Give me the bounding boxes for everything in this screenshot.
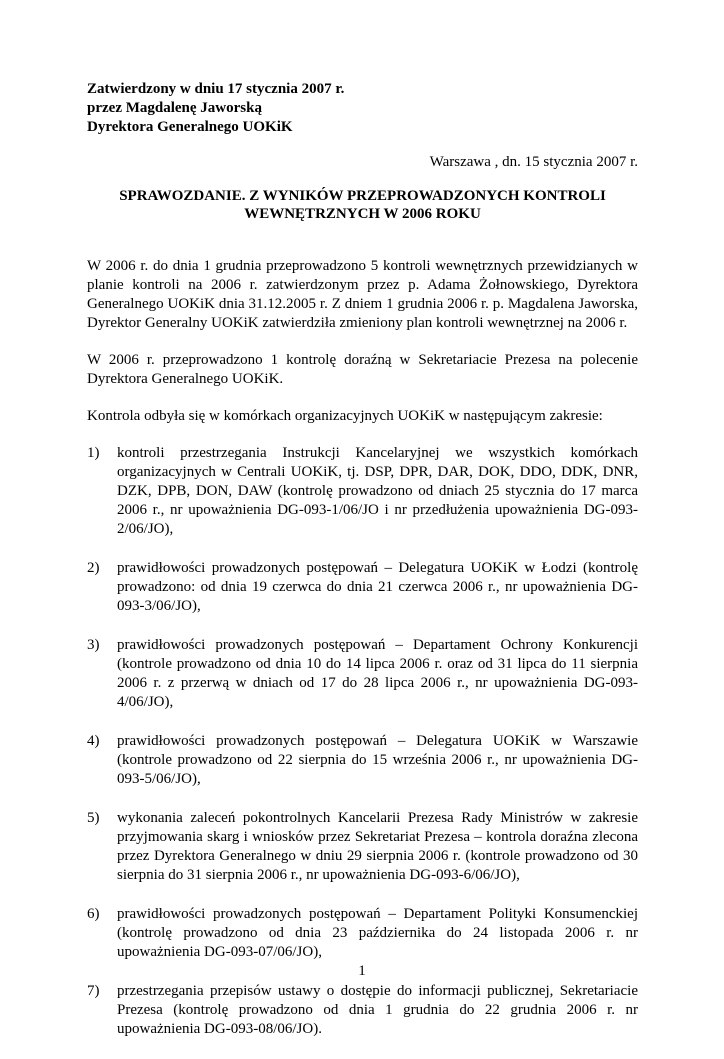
list-item-number: 7) <box>87 983 100 999</box>
paragraph-2: W 2006 r. przeprowadzono 1 kontrolę doraźną w Sekretariacie Prezesa na polecenie Dyrektora Generalnego UOKiK. <box>87 352 638 387</box>
paragraph-1: W 2006 r. do dnia 1 grudnia przeprowadzono 5 kontroli wewnętrznych przewidzianych w planie kontroli na 2006 r. zatwierdzonym przez p. Adama Żołnowskiego, Dyrektora Generalnego UOKiK dnia 31.12.2005 r. Z dniem 1 grudnia 2006 r. p. Magdalena Jaworska, Dyrektor Generalny UOKiK zatwierdziła zmieniony plan kontroli wewnętrznej na 2006 r. <box>87 258 638 331</box>
document-date: Warszawa , dn. 15 stycznia 2007 r. <box>429 154 638 170</box>
list-item-text: prawidłowości prowadzonych postępowań – Delegatura UOKiK w Warszawie (kontrole prowadzono od 22 sierpnia do 15 września 2006 r., nr upoważnienia DG-093-5/06/JO), <box>117 733 638 787</box>
list-item <box>87 809 638 885</box>
document-title <box>87 187 638 223</box>
list-item-text: wykonania zaleceń pokontrolnych Kancelarii Prezesa Rady Ministrów w zakresie przyjmowania skarg i wniosków przez Sekretariat Prezesa – kontrola doraźna zlecona przez Dyrektora Generalnego w dniu 29 sierpnia 2006 r. (kontrole prowadzono od 30 sierpnia do 31 sierpnia 2006 r., nr upoważnienia DG-093-6/06/JO), <box>117 810 638 883</box>
list-item <box>87 444 638 539</box>
list-item <box>87 559 638 616</box>
list-item-text: przestrzegania przepisów ustawy o dostępie do informacji publicznej, Sekretariacie Prezesa (kontrolę prowadzono od dnia 1 grudnia do 22 grudnia 2006 r. nr upoważnienia DG-093-08/06/JO). <box>117 983 638 1037</box>
page-number: 1 <box>358 963 366 979</box>
document-page <box>87 80 638 1059</box>
title-line-2: WEWNĘTRZNYCH W 2006 ROKU <box>244 206 481 222</box>
approval-line-3: Dyrektora Generalnego UOKiK <box>87 119 293 135</box>
list-item <box>87 636 638 712</box>
list-item-number: 1) <box>87 445 100 461</box>
list-item-number: 4) <box>87 733 100 749</box>
list-item-text: kontroli przestrzegania Instrukcji Kancelaryjnej we wszystkich komórkach organizacyjnych w Centrali UOKiK, tj. DSP, DPR, DAR, DOK, DDO, DDK, DNR, DZK, DPB, DON, DAW (kontrolę prowadzono od dniach 25 stycznia do 17 marca 2006 r., nr upoważnienia DG-093-1/06/JO i nr przedłużenia upoważnienia DG-093-2/06/JO), <box>117 445 638 537</box>
list-item-text: prawidłowości prowadzonych postępowań – Departament Polityki Konsumenckiej (kontrolę prowadzono od dnia 23 października do 24 listopada 2006 r. nr upoważnienia DG-093-07/06/JO), <box>117 906 638 960</box>
title-line-1: SPRAWOZDANIE. Z WYNIKÓW PRZEPROWADZONYCH KONTROLI <box>119 188 606 204</box>
approval-line-1: Zatwierdzony w dniu 17 stycznia 2007 r. <box>87 81 345 97</box>
list-item <box>87 982 638 1039</box>
list-item-text: prawidłowości prowadzonych postępowań – Delegatura UOKiK w Łodzi (kontrolę prowadzono: od dnia 19 czerwca do dnia 21 czerwca 2006 r., nr upoważnienia DG-093-3/06/JO), <box>117 560 638 614</box>
approval-line-2: przez Magdalenę Jaworską <box>87 100 262 116</box>
list-item-number: 3) <box>87 637 100 653</box>
paragraph-3: Kontrola odbyła się w komórkach organizacyjnych UOKiK w następującym zakresie: <box>87 408 603 424</box>
list-item <box>87 732 638 789</box>
approval-block <box>87 80 638 137</box>
list-item-number: 6) <box>87 906 100 922</box>
list-item-number: 5) <box>87 810 100 826</box>
list-item <box>87 905 638 962</box>
control-list <box>87 444 638 1039</box>
list-item-number: 2) <box>87 560 100 576</box>
list-item-text: prawidłowości prowadzonych postępowań – Departament Ochrony Konkurencji (kontrole prowadzono od dnia 10 do 14 lipca 2006 r. oraz od 31 lipca do 11 sierpnia 2006 r. z przerwą w dniach od 17 do 28 lipca 2006 r., nr upoważnienia DG-093-4/06/JO), <box>117 637 638 710</box>
